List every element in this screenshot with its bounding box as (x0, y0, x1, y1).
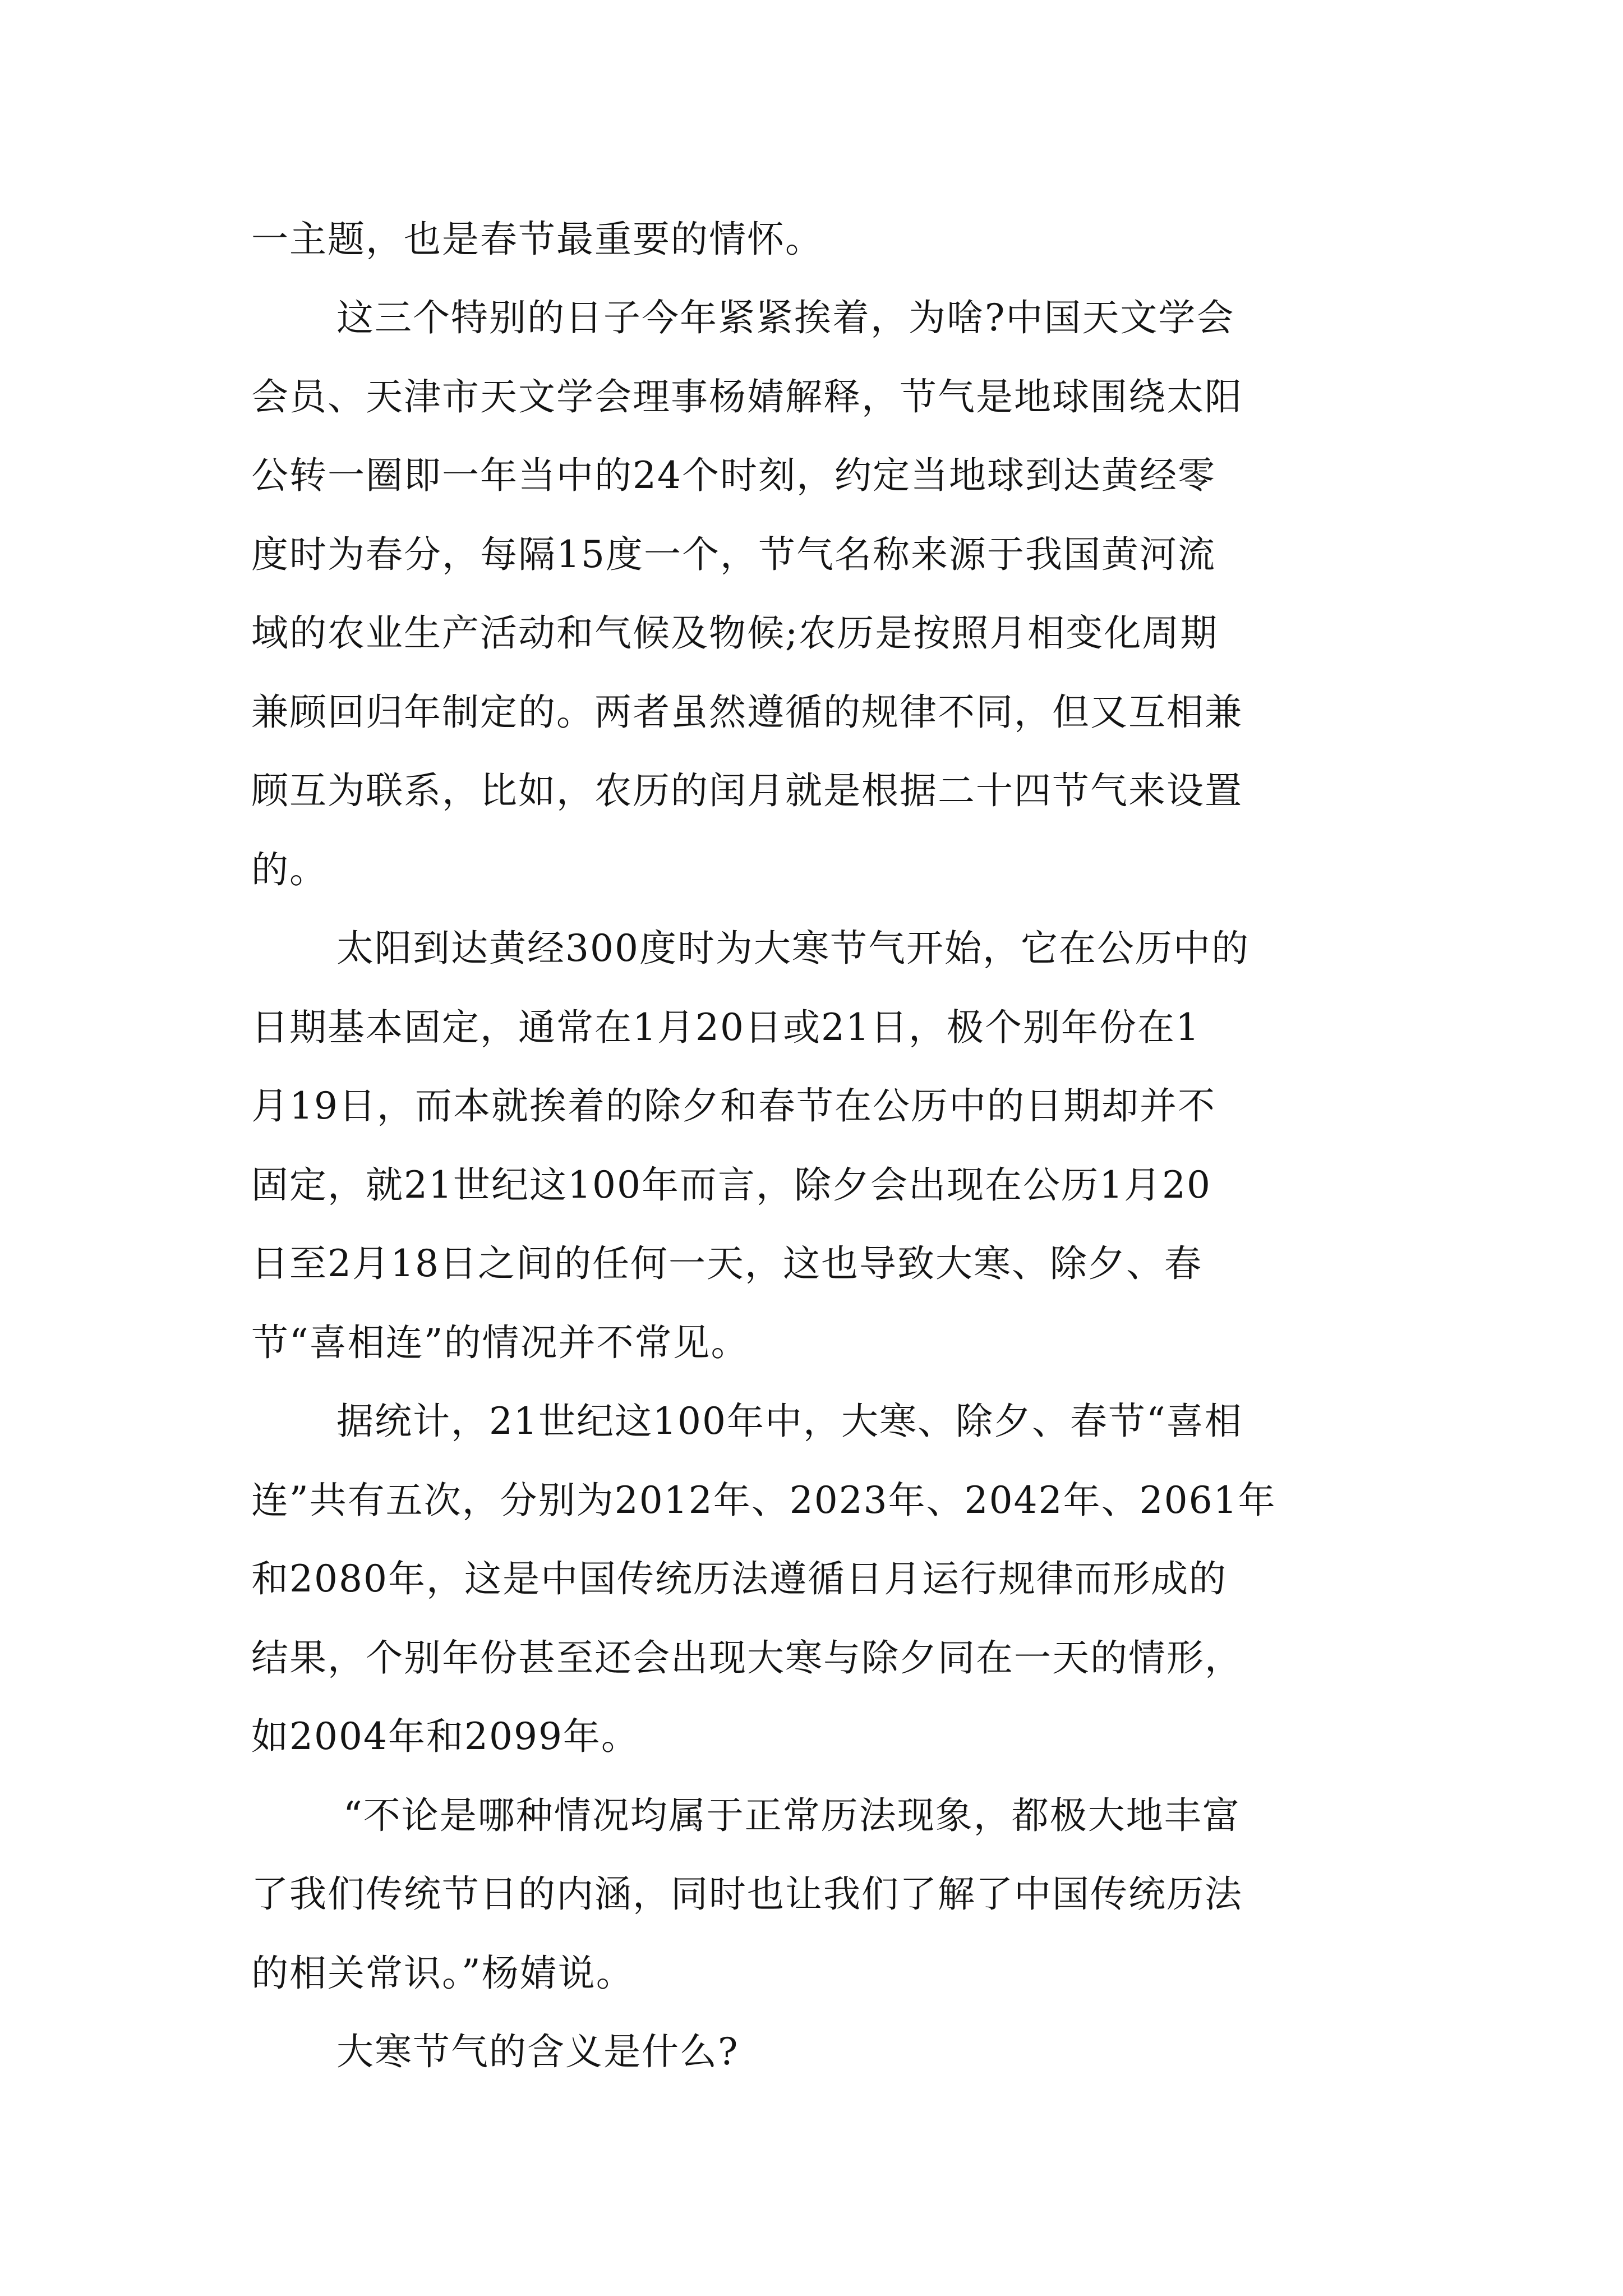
text-line: 如2004年和2099年。 (251, 1715, 639, 1758)
text-line: 和2080年，这是中国传统历法遵循日月运行规律而形成的 (251, 1557, 1227, 1600)
text-line: 的。 (251, 848, 328, 891)
text-line: 节“喜相连”的情况并不常见。 (251, 1321, 749, 1364)
text-line: 日期基本固定，通常在1月20日或21日，极个别年份在1 (251, 1006, 1200, 1049)
paragraph-first-line: 据统计，21世纪这100年中，大寒、除夕、春节“喜相 (336, 1400, 1243, 1443)
text-line: 的相关常识。”杨婧说。 (251, 1952, 634, 1995)
paragraph-first-line: 这三个特别的日子今年紧紧挨着，为啥?中国天文学会 (336, 296, 1235, 339)
text-line: 连”共有五次，分别为2012年、2023年、2042年、2061年 (251, 1479, 1276, 1522)
text-line: 域的农业生产活动和气候及物候;农历是按照月相变化周期 (251, 611, 1219, 655)
text-line: 顾互为联系，比如，农历的闰月就是根据二十四节气来设置 (251, 769, 1243, 812)
text-line: 了我们传统节日的内涵，同时也让我们了解了中国传统历法 (251, 1872, 1243, 1916)
text-line: 结果，个别年份甚至还会出现大寒与除夕同在一天的情形， (251, 1636, 1243, 1680)
text-line: 固定，就21世纪这100年而言，除夕会出现在公历1月20 (251, 1163, 1211, 1207)
text-line: 一主题，也是春节最重要的情怀。 (251, 218, 823, 261)
text-line: 月19日，而本就挨着的除夕和春节在公历中的日期却并不 (251, 1084, 1216, 1128)
text-line: 日至2月18日之间的任何一天，这也导致大寒、除夕、春 (251, 1242, 1202, 1285)
text-line: 兼顾回归年制定的。两者虽然遵循的规律不同，但又互相兼 (251, 691, 1243, 734)
text-line: 度时为春分，每隔15度一个，节气名称来源于我国黄河流 (251, 533, 1216, 576)
paragraph-first-line: “不论是哪种情况均属于正常历法现象，都极大地丰富 (343, 1794, 1241, 1837)
text-line: 会员、天津市天文学会理事杨婧解释，节气是地球围绕太阳 (251, 375, 1243, 418)
paragraph-first-line: 太阳到达黄经300度时为大寒节气开始，它在公历中的 (336, 927, 1249, 970)
text-line: 公转一圈即一年当中的24个时刻，约定当地球到达黄经零 (251, 454, 1216, 497)
section-question-line: 大寒节气的含义是什么? (336, 2030, 739, 2073)
